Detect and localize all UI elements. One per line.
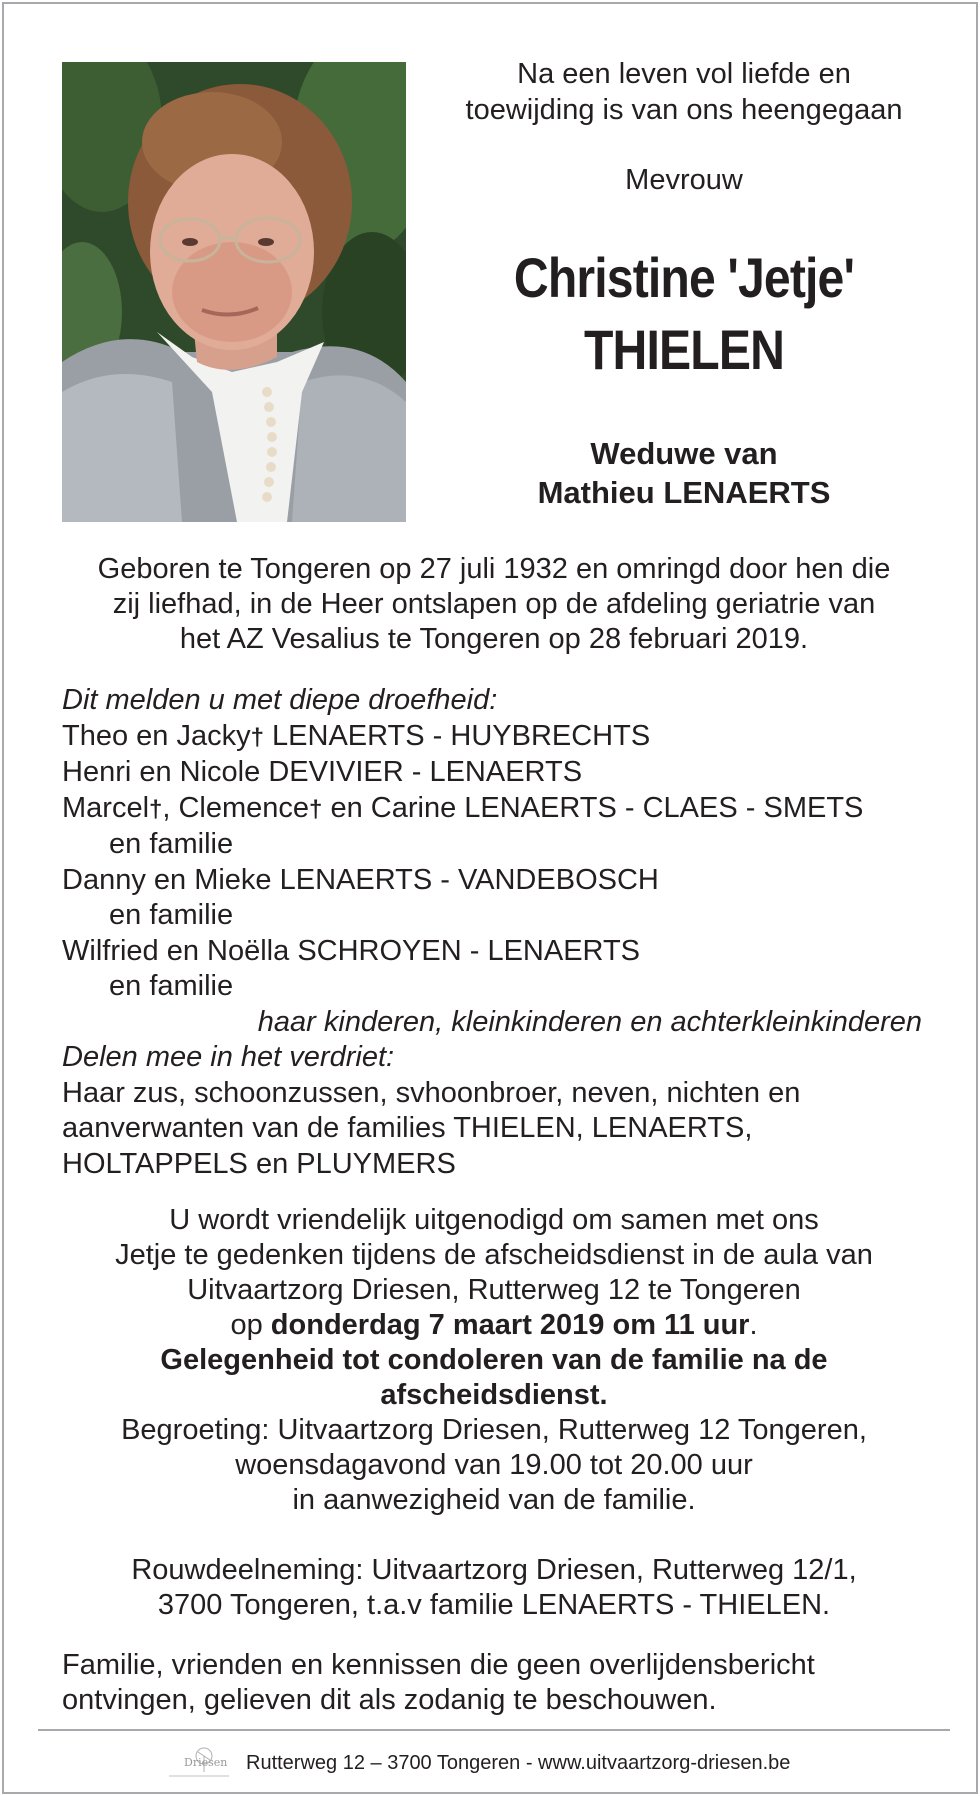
service-date-suffix: . (749, 1309, 758, 1341)
family-entry-text: LENAERTS - HUYBRECHTS (263, 719, 651, 752)
en-familie: en familie (109, 899, 234, 931)
en-familie: en familie (109, 970, 234, 1002)
notice-text (62, 1648, 942, 1718)
family-entry-text: Marcel (62, 791, 150, 824)
logo-text: Driesen (184, 1756, 228, 1769)
notice-line: Familie, vrienden en kennissen die geen overlijdensbericht (62, 1649, 815, 1681)
greeting-line: Begroeting: Uitvaartzorg Driesen, Rutterweg 12 Tongeren, (121, 1414, 867, 1446)
family-list (62, 683, 942, 1182)
widow-label: Weduwe van (590, 436, 778, 471)
share-heading: Delen mee in het verdriet: (62, 1041, 395, 1073)
obituary-card (2, 2, 978, 1794)
deceased-name (460, 242, 907, 386)
footer-address: Rutterweg 12 – 3700 Tongeren - www.uitvaartzorg-driesen.be (246, 1752, 791, 1774)
family-entry-text: en Carine LENAERTS - CLAES - SMETS (322, 791, 864, 824)
condolence-line (44, 1343, 944, 1378)
mail-line: 3700 Tongeren, t.a.v familie LENAERTS - THIELEN. (157, 1589, 831, 1621)
family-entry: Henri en Nicole DEVIVIER - LENAERTS (62, 756, 583, 788)
birth-death-text (44, 552, 944, 657)
intro-line: Na een leven vol liefde en (517, 58, 851, 90)
condolence-line (44, 1378, 944, 1413)
condolence-text: Gelegenheid tot condoleren van de familie na de (160, 1344, 828, 1376)
service-line: Uitvaartzorg Driesen, Rutterweg 12 te Tongeren (187, 1274, 801, 1306)
name-line-surname: THIELEN (583, 318, 785, 381)
name-line-first: Christine 'Jetje' (513, 246, 855, 309)
condolence-text: afscheidsdienst. (380, 1379, 608, 1411)
cross-icon: † (250, 723, 264, 751)
descendants-line: haar kinderen, kleinkinderen en achterkleinkinderen (257, 1005, 922, 1038)
family-heading: Dit melden u met diepe droefheid: (62, 684, 498, 716)
portrait-illustration (62, 62, 406, 522)
cross-icon: † (309, 795, 323, 823)
born-line: het AZ Vesalius te Tongeren op 28 februari 2019. (179, 623, 809, 655)
driesen-logo (164, 1744, 234, 1784)
family-entry (62, 791, 942, 828)
en-familie: en familie (109, 828, 234, 860)
footer-divider (38, 1729, 950, 1731)
share-line: aanverwanten van de families THIELEN, LENAERTS, (62, 1112, 753, 1144)
service-line: U wordt vriendelijk uitgenodigd om samen met ons (169, 1204, 819, 1236)
greeting-line: woensdagavond van 19.00 tot 20.00 uur (235, 1449, 753, 1481)
family-entry: Danny en Mieke LENAERTS - VANDEBOSCH (62, 863, 659, 896)
service-date-prefix: op (230, 1309, 271, 1341)
family-entry-text: , Clemence (162, 791, 310, 824)
footer (154, 1744, 854, 1784)
share-line: HOLTAPPELS en PLUYMERS (62, 1147, 456, 1180)
service-date: donderdag 7 maart 2019 om 11 uur (270, 1309, 750, 1341)
service-line: Jetje te gedenken tijdens de afscheidsdienst in de aula van (115, 1239, 873, 1271)
portrait-photo (62, 62, 406, 522)
spouse-name: Mathieu LENAERTS (537, 475, 831, 510)
share-line: Haar zus, schoonzussen, svhoonbroer, neven, nichten en (62, 1076, 801, 1109)
notice-line: ontvingen, gelieven dit als zodanig te beschouwen. (62, 1684, 717, 1716)
born-line: Geboren te Tongeren op 27 juli 1932 en omringd door hen die (97, 553, 891, 585)
intro-line: toewijding is van ons heengegaan (465, 94, 903, 126)
cross-icon: † (149, 795, 163, 823)
service-date-line (44, 1308, 944, 1343)
greeting-line: in aanwezigheid van de familie. (292, 1484, 696, 1516)
honorific: Mevrouw (625, 164, 743, 196)
service-info (44, 1203, 944, 1623)
family-entry: Wilfried en Noëlla SCHROYEN - LENAERTS (62, 934, 641, 967)
mail-line: Rouwdeelneming: Uitvaartzorg Driesen, Rutterweg 12/1, (131, 1554, 857, 1586)
family-entry-text: Theo en Jacky (62, 719, 251, 752)
intro-text (424, 56, 944, 128)
born-line: zij liefhad, in de Heer ontslapen op de afdeling geriatrie van (112, 588, 876, 620)
family-entry (62, 719, 942, 756)
widow-of (424, 434, 944, 512)
spacer (44, 1518, 944, 1553)
